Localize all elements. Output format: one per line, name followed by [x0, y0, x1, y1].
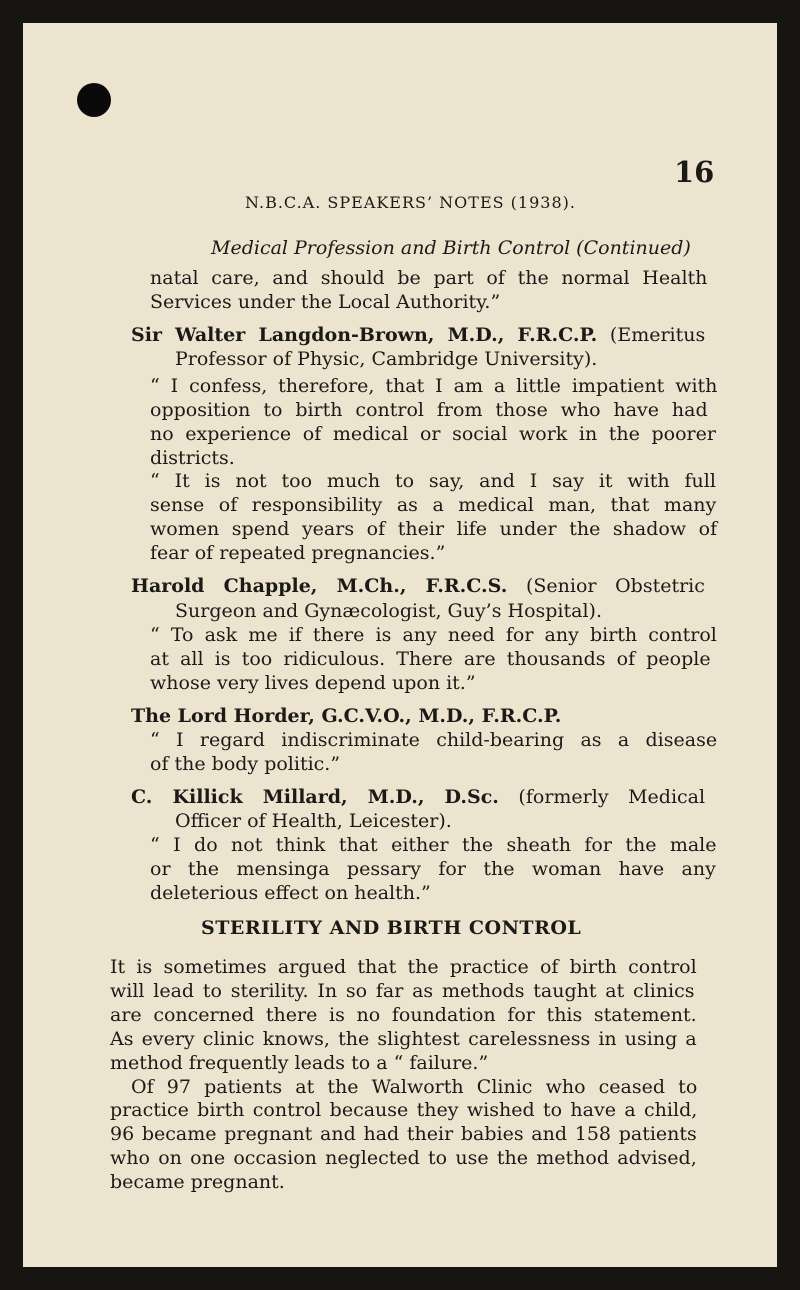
line-text: Services under the Local Authority.”: [150, 291, 501, 313]
text-line: [110, 1146, 697, 1170]
line-text: “ To ask me if there is any need for any birth control: [150, 624, 717, 646]
text-line: [150, 833, 717, 857]
text-line: [150, 647, 711, 671]
text-line: [150, 623, 717, 647]
text-line: [131, 785, 705, 809]
line-text: “ I regard indiscriminate child-bearing as a disease: [150, 729, 718, 751]
author-name: C. Killick Millard, M.D., D.Sc.: [131, 786, 499, 808]
line-text: will lead to sterility. In so far as methods taught at clinics: [110, 980, 695, 1002]
running-head: N.B.C.A. SPEAKERS’ NOTES (1938).: [245, 193, 576, 212]
line-text: method frequently leads to a “ failure.”: [110, 1052, 489, 1074]
text-line: [150, 266, 707, 290]
text-line: [150, 728, 717, 752]
text-line: [175, 809, 452, 833]
punch-hole: [77, 83, 111, 117]
author-name: Sir Walter Langdon-Brown, M.D., F.R.C.P.: [131, 324, 598, 346]
text-line: [131, 1075, 697, 1099]
text-line: [110, 1170, 285, 1194]
line-text: (formerly Medical: [498, 786, 706, 808]
text-line: [110, 1003, 697, 1027]
line-text: (Senior Obstetric: [507, 575, 705, 597]
line-text: whose very lives depend upon it.”: [150, 672, 476, 694]
text-line: [150, 517, 717, 541]
line-text: of the body politic.”: [150, 753, 341, 775]
line-text: Professor of Physic, Cambridge University).: [175, 348, 598, 370]
text-line: [150, 398, 708, 422]
line-text: Of 97 patients at the Walworth Clinic who ceased to: [131, 1076, 698, 1098]
line-text: As every clinic knows, the slightest carelessness in using a: [110, 1028, 697, 1050]
line-text: women spend years of their life under the shadow of: [150, 518, 718, 540]
line-text: who on one occasion neglected to use the method advised,: [110, 1147, 697, 1169]
line-text: Surgeon and Gynæcologist, Guy’s Hospital).: [175, 600, 602, 622]
text-line: [131, 323, 705, 347]
line-text: at all is too ridiculous. There are thousands of people: [150, 648, 711, 670]
text-line: [175, 599, 602, 623]
line-text: It is sometimes argued that the practice of birth control: [110, 956, 697, 978]
text-line: [150, 493, 716, 517]
document-page: [23, 23, 777, 1267]
text-line: [110, 955, 697, 979]
text-line: [110, 1122, 697, 1146]
line-text: opposition to birth control from those who have had: [150, 399, 708, 421]
section-title: Medical Profession and Birth Control (Continued): [211, 237, 691, 259]
text-line: [150, 422, 716, 446]
text-line: [110, 1098, 697, 1122]
text-line: [150, 290, 500, 314]
line-text: fear of repeated pregnancies.”: [150, 542, 446, 564]
line-text: “ I do not think that either the sheath for the male: [150, 834, 717, 856]
line-text: practice birth control because they wished to have a child,: [110, 1099, 698, 1121]
line-text: 96 became pregnant and had their babies and 158 patients: [110, 1123, 697, 1145]
section-heading: STERILITY AND BIRTH CONTROL: [201, 917, 582, 939]
line-text: natal care, and should be part of the normal Health: [150, 267, 708, 289]
page-number: 16: [674, 155, 715, 189]
text-line: [150, 469, 716, 493]
text-line: [150, 374, 717, 398]
text-line: [150, 671, 476, 695]
author-name: The Lord Horder, G.C.V.O., M.D., F.R.C.P.: [131, 705, 562, 727]
line-text: deleterious effect on health.”: [150, 882, 431, 904]
text-line: [131, 574, 705, 598]
line-text: Officer of Health, Leicester).: [175, 810, 452, 832]
text-line: [150, 446, 235, 470]
line-text: no experience of medical or social work in the poorer: [150, 423, 716, 445]
text-line: [175, 347, 597, 371]
line-text: became pregnant.: [110, 1171, 285, 1193]
text-line: [110, 979, 695, 1003]
line-text: “ I confess, therefore, that I am a little impatient with: [150, 375, 718, 397]
text-line: [110, 1051, 488, 1075]
line-text: “ It is not too much to say, and I say it with full: [150, 470, 716, 492]
line-text: sense of responsibility as a medical man, that many: [150, 494, 717, 516]
line-text: or the mensinga pessary for the woman have any: [150, 858, 716, 880]
text-line: [150, 541, 445, 565]
line-text: are concerned there is no foundation for this statement.: [110, 1004, 697, 1026]
text-line: [150, 752, 340, 776]
text-line: [110, 1027, 697, 1051]
author-name: Harold Chapple, M.Ch., F.R.C.S.: [131, 575, 508, 597]
text-line: [150, 881, 431, 905]
line-text: (Emeritus: [597, 324, 706, 346]
line-text: districts.: [150, 447, 235, 469]
text-line: [150, 857, 716, 881]
text-line: [131, 704, 561, 728]
